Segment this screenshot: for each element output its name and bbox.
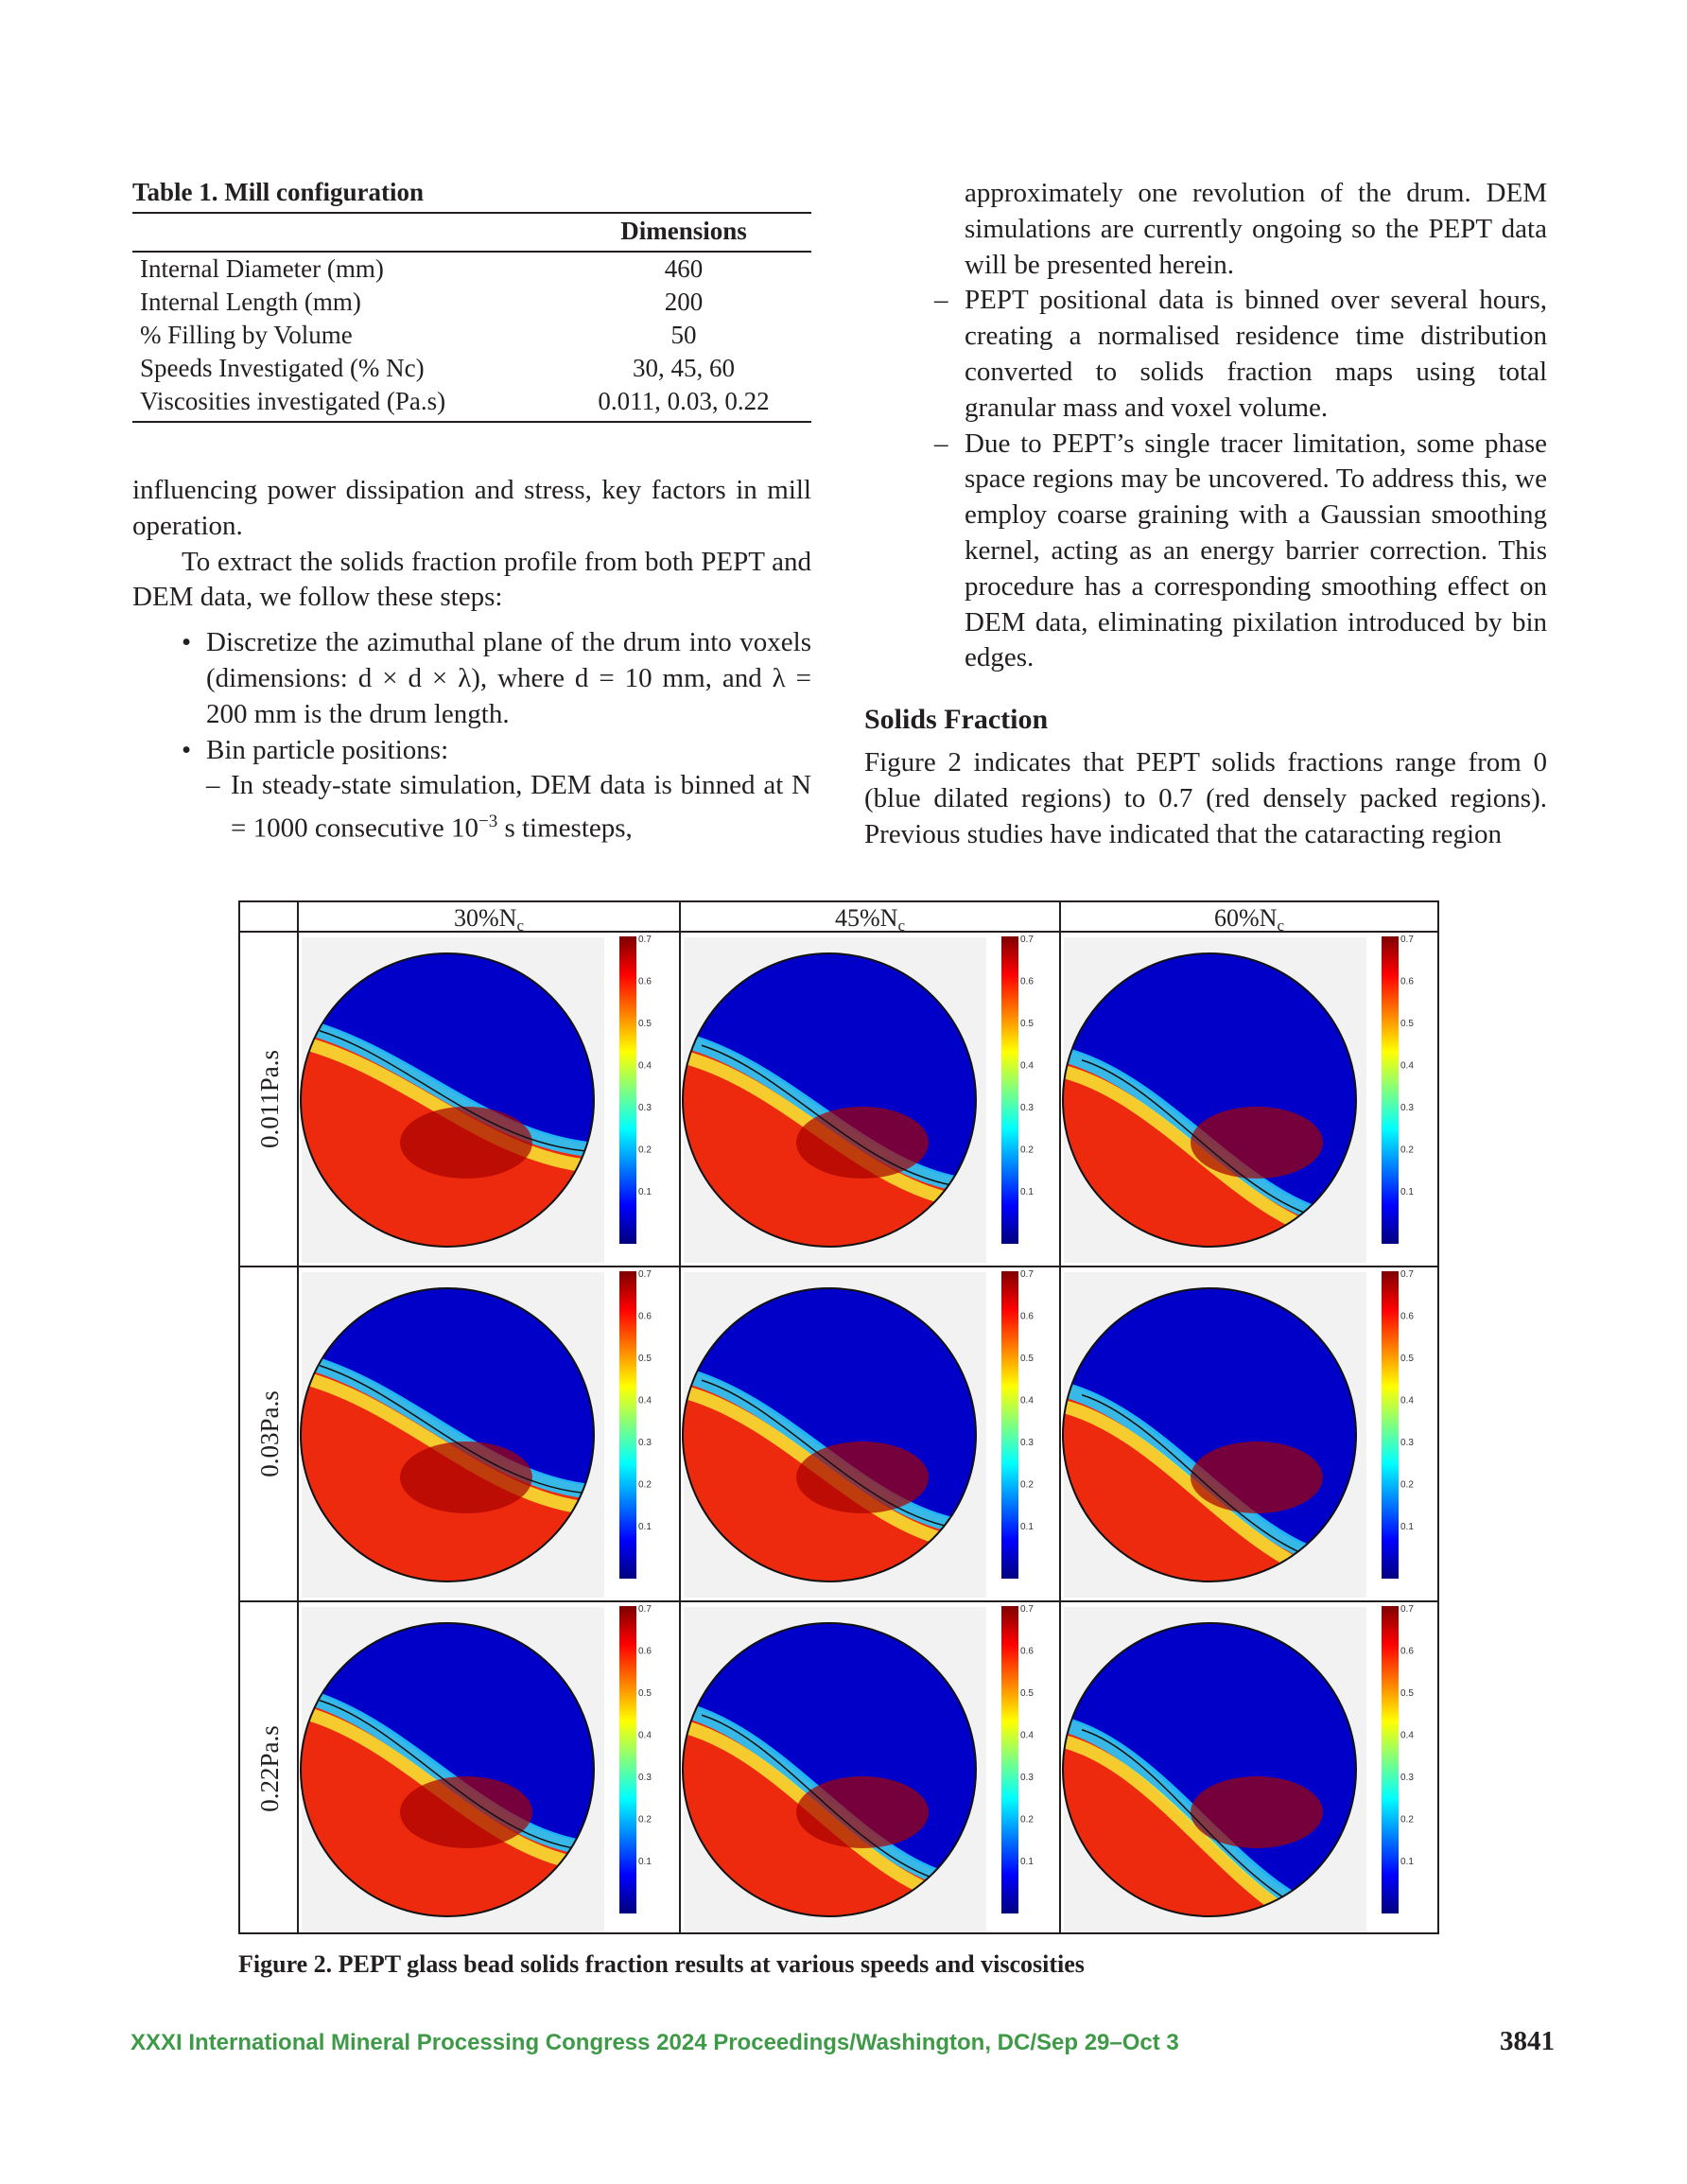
colorbar [1382,1606,1399,1913]
table-cell-value: 30, 45, 60 [633,354,735,382]
row-header-022: 0.22Pa.s [255,1725,284,1812]
heatmap-panel [1063,935,1414,1263]
superscript: −3 [478,812,498,832]
colorbar-tick-label: 0.6 [1020,976,1034,987]
table-cell-value: 460 [664,254,704,283]
colorbar-tick-label: 0.6 [638,976,652,987]
colorbar [1382,1271,1399,1579]
figure-grid-svg [238,900,1439,1934]
colorbar-tick-label: 0.1 [1400,1522,1414,1532]
colorbar-tick-label: 0.6 [1020,1646,1034,1657]
heatmap-panel [1063,1604,1414,1934]
colorbar-tick-label: 0.2 [1020,1814,1034,1826]
colorbar [619,1271,636,1579]
colorbar-tick-label: 0.5 [1020,1688,1034,1699]
colorbar-tick-label: 0.1 [638,1522,652,1532]
colorbar-tick-label: 0.4 [638,1395,652,1406]
list-item [132,625,811,732]
section-heading: Solids Fraction [864,704,1049,735]
solids-hotspot [400,1776,532,1848]
colorbar-tick-label: 0.4 [638,1060,652,1072]
colorbar-tick-label: 0.2 [1400,1479,1414,1491]
colorbar [1001,1271,1018,1579]
colorbar-tick-label: 0.4 [1020,1395,1034,1406]
column-header-45: 45%Nc [835,904,905,935]
table-caption: Table 1. Mill configuration [132,178,425,206]
table-cell-param: Internal Length (mm) [140,288,361,316]
colorbar-tick-label: 0.1 [638,1187,652,1197]
colorbar-tick-label: 0.6 [1020,1311,1034,1322]
sub-list [934,283,1547,676]
right-column-body [934,176,1547,676]
paragraph: To extract the solids fraction profile from both PEPT and DEM data, we follow these steps: [132,546,811,613]
colorbar-tick-label: 0.1 [638,1857,652,1867]
colorbar-tick-label: 0.3 [1020,1438,1034,1448]
column-header-30: 30%Nc [454,904,524,935]
colorbar [619,936,636,1244]
colorbar-tick-label: 0.7 [638,935,652,945]
colorbar-tick-label: 0.6 [638,1646,652,1657]
list-item-text: Discretize the azimuthal plane of the drum into voxels (dimensions: d × d × λ), where d = 10 mm, and λ = 200 mm is the drum length. [206,627,811,729]
table-cell-value: 50 [670,321,697,349]
colorbar-tick-label: 0.2 [638,1479,652,1491]
colorbar-tick-label: 0.2 [1020,1479,1034,1491]
colorbar-tick-label: 0.3 [638,1438,652,1448]
colorbar-tick-label: 0.2 [638,1814,652,1826]
heatmap-panel [301,1604,652,1932]
sub-list-text: PEPT positional data is binned over several hours, creating a normalised residence time distribution converted to solids fraction maps using total granular mass and voxel volume. [965,285,1547,423]
colorbar-tick-label: 0.7 [1020,935,1034,945]
colorbar [619,1606,636,1913]
colorbar-tick-label: 0.4 [1020,1060,1034,1072]
colorbar-tick-label: 0.3 [1400,1773,1414,1783]
table-cell-param: Viscosities investigated (Pa.s) [132,385,556,422]
colorbar-tick-label: 0.6 [1400,1646,1414,1657]
table-cell-value: 200 [664,288,704,316]
colorbar-tick-label: 0.2 [638,1144,652,1156]
table-row [132,252,811,286]
colorbar-tick-label: 0.3 [638,1773,652,1783]
table-row [132,385,811,422]
heatmap-panel [301,1269,652,1598]
colorbar-tick-label: 0.1 [1020,1857,1034,1867]
colorbar-tick-label: 0.5 [638,1354,652,1364]
sub-list-text: In steady-state simulation, DEM data is binned at N = 1000 consecutive 10 [231,770,811,844]
colorbar-tick-label: 0.6 [1400,976,1414,987]
column-header-60: 60%Nc [1214,904,1284,935]
colorbar-tick-label: 0.7 [1020,1604,1034,1615]
table-header-dimensions: Dimensions [556,213,811,252]
section-paragraph: Figure 2 indicates that PEPT solids fractions range from 0 (blue dilated regions) to 0.7 (red densely packed regions). Previous studies have indicated that the cataracting region [864,747,1547,849]
colorbar [1001,1606,1018,1913]
solids-hotspot [400,1107,532,1179]
figure-caption: Figure 2. PEPT glass bead solids fraction results at various speeds and viscosities [238,1950,1085,1978]
colorbar-tick-label: 0.5 [1400,1354,1414,1364]
table-row [132,286,811,319]
colorbar [1382,936,1399,1244]
colorbar-tick-label: 0.5 [1020,1354,1034,1364]
footer-text: XXXI International Mineral Processing Congress 2024 Proceedings/Washington, DC/Sep 29–Oct 3 [130,2030,1179,2055]
page-number: 3841 [1500,2026,1555,2056]
colorbar-tick-label: 0.1 [1400,1187,1414,1197]
colorbar-tick-label: 0.7 [638,1269,652,1280]
sub-list-item [934,427,1547,677]
colorbar-tick-label: 0.4 [1400,1395,1414,1406]
colorbar-tick-label: 0.1 [1400,1857,1414,1867]
colorbar-tick-label: 0.1 [1020,1522,1034,1532]
row-header-003: 0.03Pa.s [255,1390,284,1477]
paragraph: influencing power dissipation and stress, key factors in mill operation. [132,475,811,541]
sub-list-text: s timesteps, [497,812,633,844]
table-cell-value: 0.011, 0.03, 0.22 [556,385,811,422]
colorbar-tick-label: 0.5 [1020,1019,1034,1029]
table-row [132,319,811,352]
colorbar-tick-label: 0.5 [638,1019,652,1029]
table-header-empty [132,213,556,252]
heatmap-panels [301,935,1414,1934]
colorbar-tick-label: 0.7 [638,1604,652,1615]
colorbar-tick-label: 0.7 [1400,1269,1414,1280]
colorbar-tick-label: 0.4 [1400,1060,1414,1072]
steps-list [132,625,811,847]
table-cell-param: Speeds Investigated (% Nc) [140,354,425,382]
solids-hotspot [1191,1441,1323,1513]
solids-hotspot [400,1441,532,1513]
colorbar-tick-label: 0.1 [1020,1187,1034,1197]
colorbar-tick-label: 0.2 [1400,1144,1414,1156]
table-cell-param: Internal Diameter (mm) [140,254,384,283]
solids-hotspot [1191,1776,1323,1848]
sub-list [206,768,811,847]
row-header-0011: 0.011Pa.s [255,1049,284,1149]
sub-list-item [206,768,811,847]
colorbar-tick-label: 0.3 [1020,1773,1034,1783]
table-row [132,352,811,385]
colorbar-tick-label: 0.6 [638,1311,652,1322]
heatmap-panel [1063,1269,1414,1598]
colorbar-tick-label: 0.3 [1400,1438,1414,1448]
figure-2 [238,900,1439,1934]
solids-hotspot [796,1776,929,1848]
paragraph-continued: approximately one revolution of the drum. DEM simulations are currently ongoing so the PEPT data will be presented herein. [965,178,1547,280]
list-item-text: Bin particle positions: [206,734,449,765]
colorbar [1001,936,1018,1244]
colorbar-tick-label: 0.4 [638,1730,652,1741]
colorbar-tick-label: 0.5 [638,1688,652,1699]
list-item [132,733,811,847]
colorbar-tick-label: 0.6 [1400,1311,1414,1322]
colorbar-tick-label: 0.2 [1400,1814,1414,1826]
colorbar-tick-label: 0.4 [1400,1730,1414,1741]
table-cell-param: % Filling by Volume [140,321,353,349]
colorbar-tick-label: 0.3 [1020,1103,1034,1113]
heatmap-panel [683,1269,1034,1598]
colorbar-tick-label: 0.7 [1400,1604,1414,1615]
colorbar-tick-label: 0.7 [1020,1269,1034,1280]
colorbar-tick-label: 0.7 [1400,935,1414,945]
colorbar-tick-label: 0.3 [638,1103,652,1113]
mill-configuration-table [132,212,811,423]
colorbar-tick-label: 0.4 [1020,1730,1034,1741]
solids-hotspot [796,1107,929,1179]
sub-list-item [934,283,1547,426]
heatmap-panel [683,1604,1034,1932]
solids-hotspot [1191,1107,1323,1179]
heatmap-panel [683,935,1034,1263]
colorbar-tick-label: 0.2 [1020,1144,1034,1156]
colorbar-tick-label: 0.5 [1400,1019,1414,1029]
left-column-body [132,473,811,847]
sub-list-text: Due to PEPT’s single tracer limitation, some phase space regions may be uncovered. To address this, we employ coarse graining with a Gaussian smoothing kernel, acting as an energy barrier correction. This procedure has a corresponding smoothing effect on DEM data, eliminating pixilation introduced by bin edges. [965,428,1547,673]
heatmap-panel [301,935,652,1263]
colorbar-tick-label: 0.5 [1400,1688,1414,1699]
colorbar-tick-label: 0.3 [1400,1103,1414,1113]
